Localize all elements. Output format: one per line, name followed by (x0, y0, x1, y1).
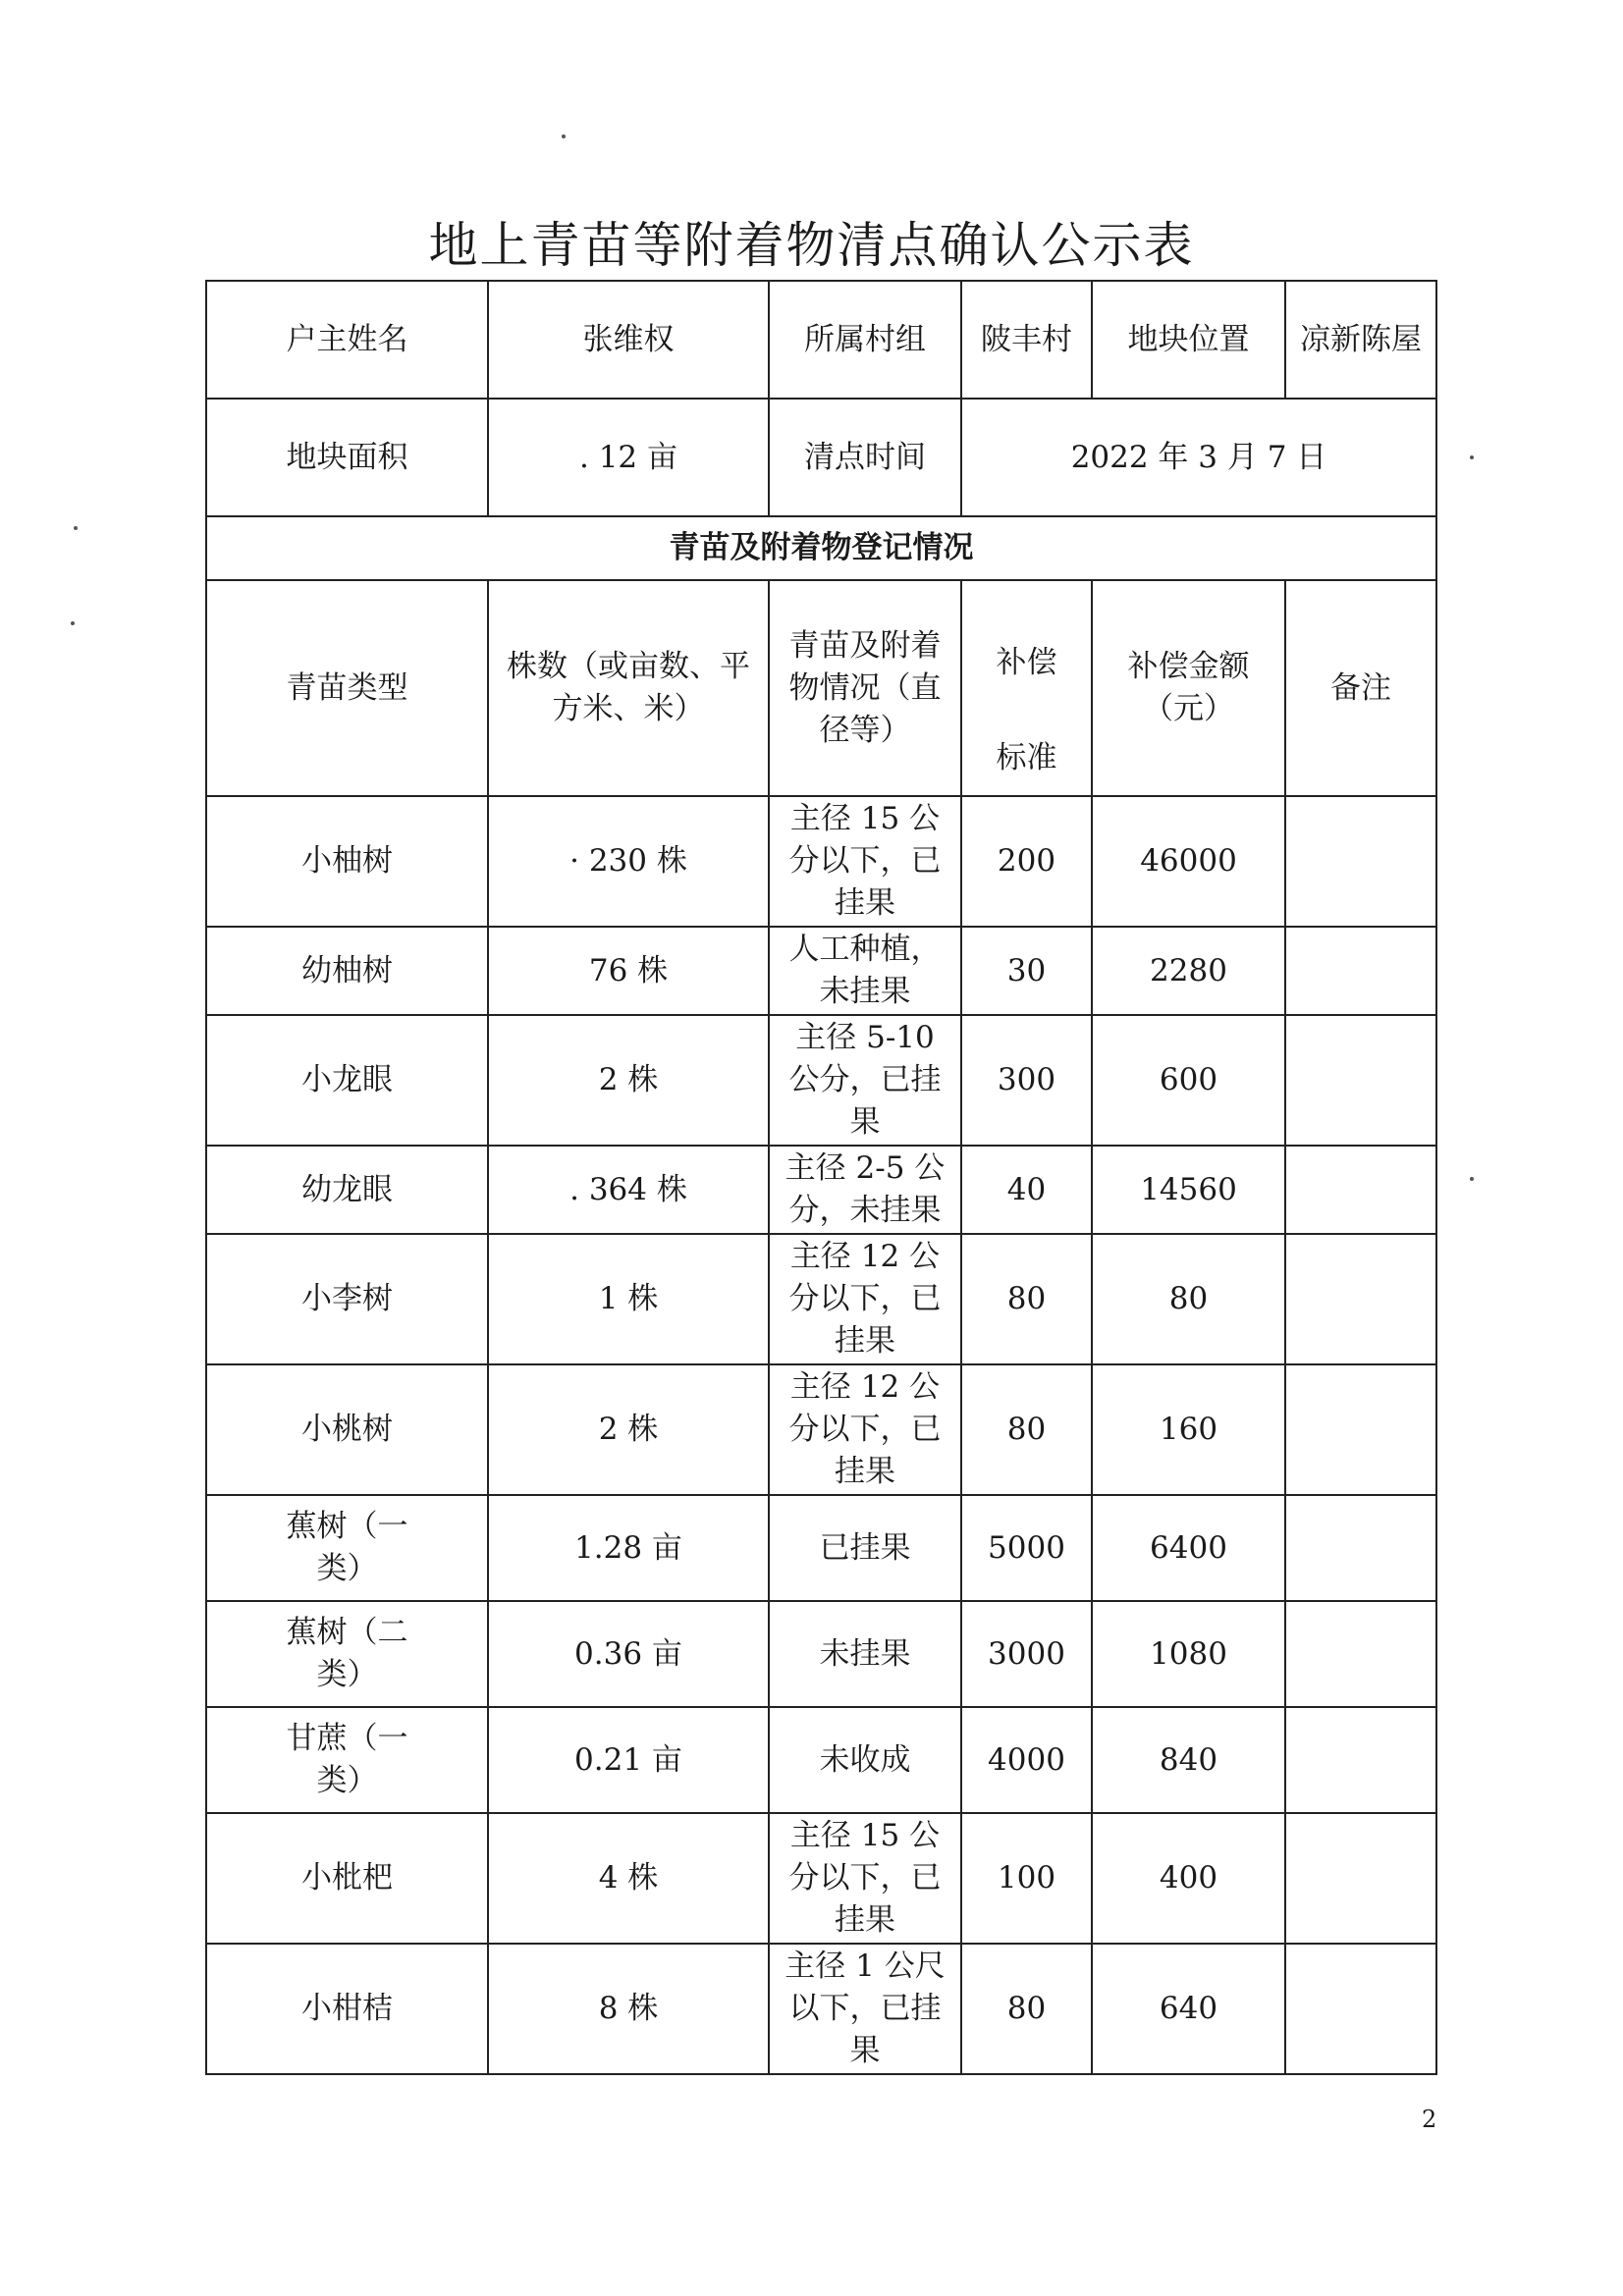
cell-condition: 主径 15 公分以下，已挂果 (769, 1813, 961, 1944)
header-row-2 (206, 399, 1436, 516)
date-value: 2022 年 3 月 7 日 (961, 399, 1436, 516)
cell-type: 小桃树 (206, 1364, 488, 1495)
cell-condition: 人工种植，未挂果 (769, 927, 961, 1015)
date-label: 清点时间 (769, 399, 961, 516)
cell-standard: 5000 (961, 1495, 1092, 1601)
owner-value: 张维权 (488, 281, 769, 399)
cell-amount: 46000 (1092, 796, 1285, 927)
cell-note (1285, 1707, 1436, 1813)
cell-type: 幼柚树 (206, 927, 488, 1015)
scan-speck (562, 134, 566, 138)
cell-condition: 主径 12 公分以下，已挂果 (769, 1364, 961, 1495)
village-label: 所属村组 (769, 281, 961, 399)
cell-condition: 主径 15 公分以下，已挂果 (769, 796, 961, 927)
cell-standard: 80 (961, 1944, 1092, 2074)
cell-amount: 14560 (1092, 1146, 1285, 1234)
cell-type: 蕉树（一类） (206, 1495, 488, 1601)
cell-count: 4 株 (488, 1813, 769, 1944)
col-amount: 补偿金额（元） (1092, 580, 1285, 796)
table-row (206, 1813, 1436, 1944)
col-standard (961, 580, 1092, 796)
cell-count: 0.36 亩 (488, 1601, 769, 1707)
cell-count: 8 株 (488, 1944, 769, 2074)
cell-count: 76 株 (488, 927, 769, 1015)
cell-amount: 1080 (1092, 1601, 1285, 1707)
cell-type: 蕉树（二类） (206, 1601, 488, 1707)
table-row (206, 1707, 1436, 1813)
cell-note (1285, 1364, 1436, 1495)
cell-type: 小枇杷 (206, 1813, 488, 1944)
cell-standard: 40 (961, 1146, 1092, 1234)
cell-amount: 400 (1092, 1813, 1285, 1944)
cell-condition: 主径 12 公分以下，已挂果 (769, 1234, 961, 1364)
location-label: 地块位置 (1092, 281, 1285, 399)
cell-standard: 80 (961, 1364, 1092, 1495)
cell-note (1285, 1944, 1436, 2074)
cell-standard: 100 (961, 1813, 1092, 1944)
cell-standard: 30 (961, 927, 1092, 1015)
cell-condition: 已挂果 (769, 1495, 961, 1601)
cell-condition: 未挂果 (769, 1601, 961, 1707)
table-row (206, 927, 1436, 1015)
cell-type: 小李树 (206, 1234, 488, 1364)
cell-condition: 主径 5-10 公分，已挂果 (769, 1015, 961, 1146)
rows-body (206, 796, 1436, 2074)
section-title: 青苗及附着物登记情况 (206, 516, 1436, 580)
location-value: 凉新陈屋 (1285, 281, 1436, 399)
cell-count: 0.21 亩 (488, 1707, 769, 1813)
village-value: 陂丰村 (961, 281, 1092, 399)
cell-condition: 未收成 (769, 1707, 961, 1813)
cell-condition: 主径 2-5 公分，未挂果 (769, 1146, 961, 1234)
cell-amount: 600 (1092, 1015, 1285, 1146)
table-row (206, 1015, 1436, 1146)
cell-condition: 主径 1 公尺以下，已挂果 (769, 1944, 961, 2074)
cell-note (1285, 1495, 1436, 1601)
cell-type: 小龙眼 (206, 1015, 488, 1146)
cell-standard: 4000 (961, 1707, 1092, 1813)
col-standard-a: 补偿 (996, 645, 1057, 680)
cell-amount: 80 (1092, 1234, 1285, 1364)
table-row (206, 1146, 1436, 1234)
cell-note (1285, 1234, 1436, 1364)
cell-amount: 2280 (1092, 927, 1285, 1015)
col-standard-b: 标准 (996, 740, 1057, 775)
column-header-row (206, 580, 1436, 796)
section-row (206, 516, 1436, 580)
cell-count: 2 株 (488, 1364, 769, 1495)
cell-amount: 160 (1092, 1364, 1285, 1495)
page-number: 2 (1422, 2106, 1437, 2133)
col-condition: 青苗及附着物情况（直径等） (769, 580, 961, 796)
cell-amount: 840 (1092, 1707, 1285, 1813)
area-label: 地块面积 (206, 399, 488, 516)
cell-note (1285, 1813, 1436, 1944)
cell-type: 小柚树 (206, 796, 488, 927)
cell-count: 1.28 亩 (488, 1495, 769, 1601)
page-title: 地上青苗等附着物清点确认公示表 (428, 217, 1195, 274)
scan-speck (71, 621, 75, 625)
header-row-1 (206, 281, 1436, 399)
cell-type: 小柑桔 (206, 1944, 488, 2074)
col-type: 青苗类型 (206, 580, 488, 796)
table-row (206, 796, 1436, 927)
table-row (206, 1495, 1436, 1601)
cell-note (1285, 927, 1436, 1015)
table-row (206, 1944, 1436, 2074)
scan-speck (74, 526, 78, 530)
cell-type: 甘蔗（一类） (206, 1707, 488, 1813)
cell-standard: 80 (961, 1234, 1092, 1364)
col-count: 株数（或亩数、平方米、米） (488, 580, 769, 796)
cell-standard: 300 (961, 1015, 1092, 1146)
cell-count: 1 株 (488, 1234, 769, 1364)
cell-amount: 640 (1092, 1944, 1285, 2074)
table-row (206, 1364, 1436, 1495)
cell-note (1285, 1015, 1436, 1146)
cell-count: · 230 株 (488, 796, 769, 927)
inventory-table (205, 280, 1437, 2075)
scan-speck (1470, 455, 1474, 459)
cell-amount: 6400 (1092, 1495, 1285, 1601)
cell-note (1285, 1146, 1436, 1234)
area-value: . 12 亩 (488, 399, 769, 516)
col-note: 备注 (1285, 580, 1436, 796)
cell-count: 2 株 (488, 1015, 769, 1146)
cell-standard: 200 (961, 796, 1092, 927)
cell-standard: 3000 (961, 1601, 1092, 1707)
cell-note (1285, 796, 1436, 927)
table-row (206, 1234, 1436, 1364)
cell-note (1285, 1601, 1436, 1707)
scan-speck (1470, 1177, 1474, 1181)
cell-type: 幼龙眼 (206, 1146, 488, 1234)
cell-count: . 364 株 (488, 1146, 769, 1234)
table-row (206, 1601, 1436, 1707)
owner-label: 户主姓名 (206, 281, 488, 399)
